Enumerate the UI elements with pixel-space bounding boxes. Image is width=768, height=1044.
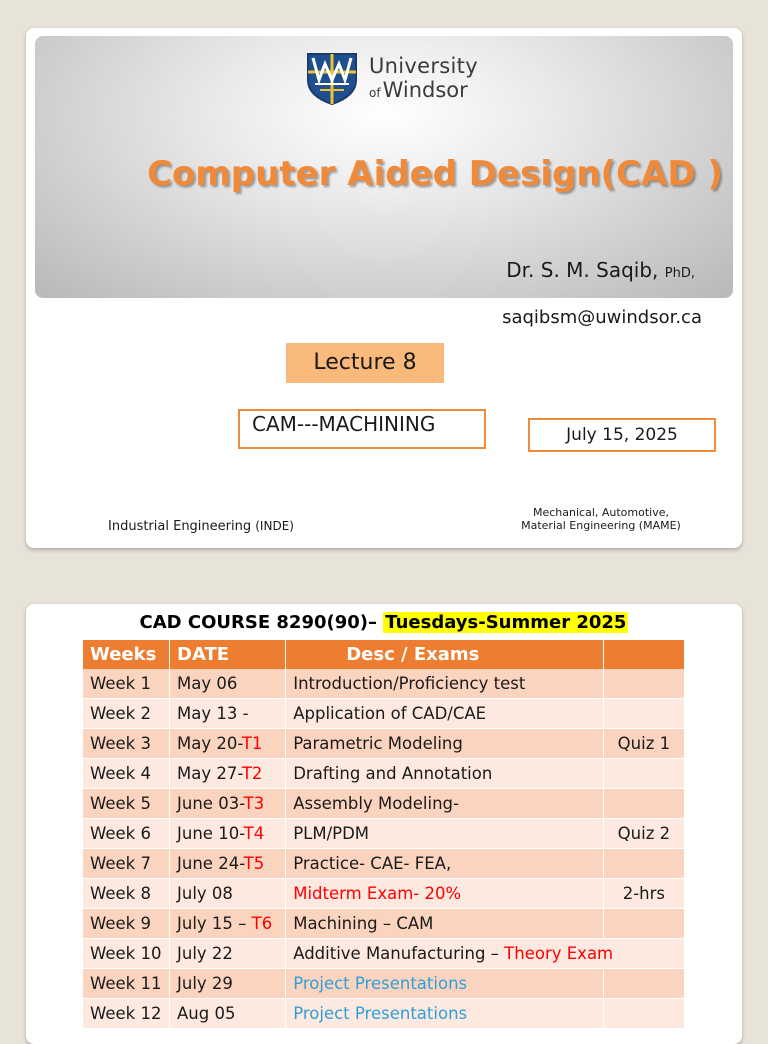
desc-cell: Project Presentations	[286, 999, 604, 1029]
week-cell: Week 2	[83, 699, 170, 729]
lecture-topic: CAM---MACHINING	[238, 409, 486, 449]
test-tag: T4	[243, 824, 265, 843]
note-cell	[603, 969, 684, 999]
date-cell: June 10-T4	[170, 819, 286, 849]
header-desc: Desc / Exams	[286, 640, 604, 669]
date-cell: June 24-T5	[170, 849, 286, 879]
test-tag: T5	[243, 854, 265, 873]
desc-cell: Practice- CAE- FEA,	[286, 849, 604, 879]
author-name: Dr. S. M. Saqib, PhD,	[506, 258, 695, 282]
schedule-slide	[26, 604, 742, 1044]
university-logo	[305, 50, 505, 110]
table-row	[83, 879, 685, 909]
desc-cell: Midterm Exam- 20%	[286, 879, 604, 909]
week-cell: Week 5	[83, 789, 170, 819]
course-title: CAD COURSE 8290(90)– Tuesdays-Summer 2025	[139, 612, 627, 633]
table-row	[83, 969, 685, 999]
title-slide	[26, 28, 742, 548]
note-cell: Quiz 2	[603, 819, 684, 849]
desc-cell: PLM/PDM	[286, 819, 604, 849]
lecture-number: Lecture 8	[286, 343, 444, 383]
date-cell: July 29	[170, 969, 286, 999]
week-cell: Week 4	[83, 759, 170, 789]
note-cell	[603, 669, 684, 699]
desc-cell: Machining – CAM	[286, 909, 604, 939]
date-cell: May 13 -	[170, 699, 286, 729]
note-cell	[603, 699, 684, 729]
header-date: DATE	[170, 640, 286, 669]
schedule-table	[83, 640, 685, 1029]
table-row	[83, 819, 685, 849]
table-header-row	[83, 640, 685, 669]
logo-text-windsor: ofWindsor	[369, 78, 468, 102]
desc-cell: Assembly Modeling-	[286, 789, 604, 819]
desc-cell: Additive Manufacturing – Theory Exam	[286, 939, 685, 969]
test-tag: T1	[241, 734, 263, 753]
table-row	[83, 729, 685, 759]
note-cell: 2-hrs	[603, 879, 684, 909]
table-row	[83, 789, 685, 819]
table-row	[83, 939, 685, 969]
term-highlight: Tuesdays-Summer 2025	[385, 612, 627, 633]
week-cell: Week 8	[83, 879, 170, 909]
table-row	[83, 999, 685, 1029]
desc-cell: Project Presentations	[286, 969, 604, 999]
title-banner	[35, 36, 733, 298]
header-note	[603, 640, 684, 669]
date-cell: May 20-T1	[170, 729, 286, 759]
table-row	[83, 699, 685, 729]
test-tag: T3	[243, 794, 265, 813]
date-cell: May 06	[170, 669, 286, 699]
week-cell: Week 11	[83, 969, 170, 999]
week-cell: Week 6	[83, 819, 170, 849]
desc-cell: Application of CAD/CAE	[286, 699, 604, 729]
week-cell: Week 3	[83, 729, 170, 759]
note-cell	[603, 999, 684, 1029]
logo-text-university: University	[369, 54, 478, 78]
header-weeks: Weeks	[83, 640, 170, 669]
date-cell: May 27-T2	[170, 759, 286, 789]
note-cell	[603, 789, 684, 819]
test-tag: T6	[251, 914, 273, 933]
note-cell	[603, 759, 684, 789]
slide-title: Computer Aided Design(CAD )	[147, 154, 723, 194]
date-cell: July 22	[170, 939, 286, 969]
date-cell: July 08	[170, 879, 286, 909]
desc-cell: Drafting and Annotation	[286, 759, 604, 789]
university-of-windsor-shield-icon	[305, 50, 359, 106]
week-cell: Week 10	[83, 939, 170, 969]
week-cell: Week 12	[83, 999, 170, 1029]
table-row	[83, 849, 685, 879]
desc-cell: Introduction/Proficiency test	[286, 669, 604, 699]
desc-cell: Parametric Modeling	[286, 729, 604, 759]
date-cell: June 03-T3	[170, 789, 286, 819]
date-cell: July 15 – T6	[170, 909, 286, 939]
week-cell: Week 9	[83, 909, 170, 939]
department-industrial: Industrial Engineering (INDE)	[108, 519, 294, 534]
table-row	[83, 669, 685, 699]
note-cell: Quiz 1	[603, 729, 684, 759]
test-tag: T2	[241, 764, 263, 783]
lecture-date: July 15, 2025	[528, 418, 716, 452]
week-cell: Week 1	[83, 669, 170, 699]
date-cell: Aug 05	[170, 999, 286, 1029]
note-cell	[603, 909, 684, 939]
table-row	[83, 909, 685, 939]
week-cell: Week 7	[83, 849, 170, 879]
department-mame: Mechanical, Automotive, Material Engineering (MAME)	[521, 506, 681, 532]
table-row	[83, 759, 685, 789]
author-email: saqibsm@uwindsor.ca	[502, 307, 702, 328]
note-cell	[603, 849, 684, 879]
